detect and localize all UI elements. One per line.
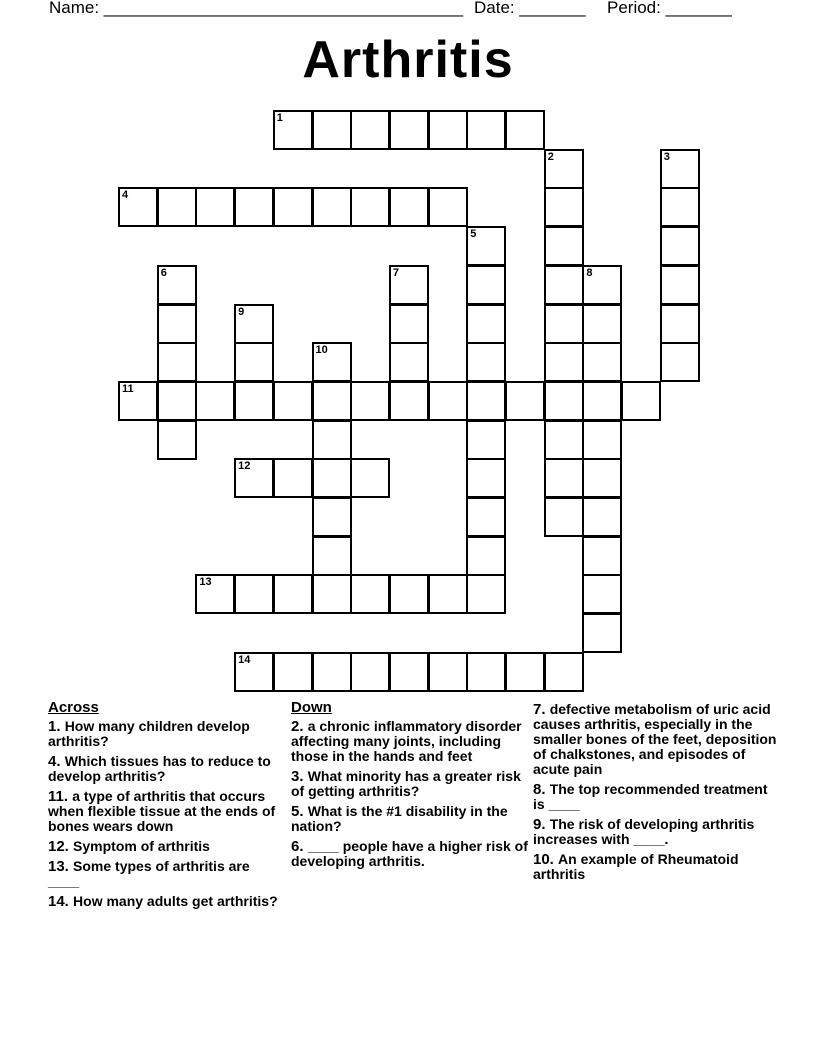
grid-cell[interactable] xyxy=(389,574,429,614)
grid-cell[interactable] xyxy=(582,420,622,460)
clue-item-number: 8. xyxy=(533,781,550,798)
clue-item-number: 5. xyxy=(291,803,308,820)
grid-cell[interactable] xyxy=(389,652,429,692)
clue-item-text: The top recommended treatment is ____ xyxy=(533,781,768,812)
down-clues-continued xyxy=(533,702,778,887)
grid-cell[interactable] xyxy=(312,420,352,460)
grid-cell[interactable] xyxy=(428,652,468,692)
clue-item xyxy=(48,894,283,909)
grid-cell[interactable] xyxy=(389,304,429,344)
grid-cell[interactable] xyxy=(582,574,622,614)
clue-item xyxy=(48,859,283,889)
grid-cell[interactable] xyxy=(157,304,197,344)
clue-item-text: An example of Rheumatoid arthritis xyxy=(533,851,739,882)
down-heading: Down xyxy=(291,699,332,716)
grid-cell[interactable] xyxy=(544,458,584,498)
grid-cell[interactable] xyxy=(466,574,506,614)
clue-number: 14 xyxy=(238,653,251,666)
grid-cell[interactable] xyxy=(582,304,622,344)
grid-cell[interactable] xyxy=(157,342,197,382)
clue-item-text: What minority has a greater risk of getting arthritis? xyxy=(291,768,521,799)
grid-cell[interactable] xyxy=(312,574,352,614)
clue-item xyxy=(291,719,531,764)
grid-cell[interactable] xyxy=(195,574,235,614)
clue-item-text: What is the #1 disability in the nation? xyxy=(291,803,508,834)
grid-cell[interactable] xyxy=(350,574,390,614)
grid-cell[interactable] xyxy=(350,652,390,692)
grid-cell[interactable] xyxy=(350,381,390,421)
grid-cell[interactable] xyxy=(660,342,700,382)
clue-item xyxy=(533,852,778,882)
clue-item-text: a chronic inflammatory disorder affecting many joints, including those in the hands and feet xyxy=(291,718,522,764)
grid-cell[interactable] xyxy=(466,226,506,266)
name-field[interactable]: Name: ______________________________________ xyxy=(49,0,464,17)
grid-cell[interactable] xyxy=(660,187,700,227)
clue-item-text: ____ people have a higher risk of developing arthritis. xyxy=(291,838,528,869)
grid-cell[interactable] xyxy=(544,226,584,266)
grid-cell[interactable] xyxy=(273,652,313,692)
grid-cell[interactable] xyxy=(234,574,274,614)
grid-cell[interactable] xyxy=(118,381,158,421)
clue-item xyxy=(533,782,778,812)
clue-item-number: 14. xyxy=(48,893,74,910)
grid-cell[interactable] xyxy=(428,574,468,614)
grid-cell[interactable] xyxy=(466,652,506,692)
grid-cell[interactable] xyxy=(234,381,274,421)
clue-item-number: 7. xyxy=(533,701,550,718)
clue-item-text: defective metabolism of uric acid causes arthritis, especially in the smaller bones of the feet, deposition of chalkstones, and episodes of acute pain xyxy=(533,701,777,777)
grid-cell[interactable] xyxy=(544,420,584,460)
grid-cell[interactable] xyxy=(505,652,545,692)
grid-cell[interactable] xyxy=(582,342,622,382)
grid-cell[interactable] xyxy=(544,265,584,305)
clue-item-text: Which tissues has to reduce to develop arthritis? xyxy=(48,753,271,784)
clue-item-number: 3. xyxy=(291,768,308,785)
clue-item-number: 9. xyxy=(533,816,550,833)
grid-cell[interactable] xyxy=(428,381,468,421)
grid-cell[interactable] xyxy=(350,110,390,150)
clue-number: 9 xyxy=(238,305,245,318)
clue-number: 12 xyxy=(238,460,251,473)
grid-cell[interactable] xyxy=(157,265,197,305)
grid-cell[interactable] xyxy=(312,342,352,382)
grid-cell[interactable] xyxy=(544,381,584,421)
clue-item-text: a type of arthritis that occurs when flexible tissue at the ends of bones wears down xyxy=(48,788,276,834)
grid-cell[interactable] xyxy=(195,187,235,227)
clue-item xyxy=(48,839,283,854)
clue-item xyxy=(48,719,283,749)
grid-cell[interactable] xyxy=(273,574,313,614)
grid-cell[interactable] xyxy=(466,381,506,421)
grid-cell[interactable] xyxy=(466,265,506,305)
clue-item-number: 11. xyxy=(48,788,73,805)
grid-cell[interactable] xyxy=(582,458,622,498)
grid-cell[interactable] xyxy=(582,497,622,537)
down-clues xyxy=(291,700,531,874)
clue-item xyxy=(533,817,778,847)
grid-cell[interactable] xyxy=(312,110,352,150)
across-clues xyxy=(48,700,283,914)
clue-number: 13 xyxy=(199,576,212,589)
grid-cell[interactable] xyxy=(582,381,622,421)
grid-cell[interactable] xyxy=(157,420,197,460)
grid-cell[interactable] xyxy=(544,652,584,692)
grid-cell[interactable] xyxy=(273,110,313,150)
clue-item-number: 4. xyxy=(48,753,65,770)
grid-cell[interactable] xyxy=(660,265,700,305)
grid-cell[interactable] xyxy=(505,381,545,421)
clue-item xyxy=(533,702,778,777)
grid-cell[interactable] xyxy=(582,536,622,576)
grid-cell[interactable] xyxy=(234,187,274,227)
grid-cell[interactable] xyxy=(466,536,506,576)
clue-item-number: 6. xyxy=(291,838,308,855)
grid-cell[interactable] xyxy=(660,304,700,344)
clue-number: 3 xyxy=(663,150,670,163)
clue-number: 11 xyxy=(122,382,134,395)
grid-cell[interactable] xyxy=(273,458,313,498)
grid-cell[interactable] xyxy=(466,342,506,382)
clue-item-text: How many adults get arthritis? xyxy=(73,893,278,909)
grid-cell[interactable] xyxy=(582,613,622,653)
clue-item-number: 2. xyxy=(291,718,308,735)
date-field[interactable]: Date: _______ xyxy=(474,0,586,17)
grid-cell[interactable] xyxy=(234,458,274,498)
grid-cell[interactable] xyxy=(312,536,352,576)
clue-item-text: Symptom of arthritis xyxy=(73,838,210,854)
clue-number: 4 xyxy=(122,189,129,202)
grid-cell[interactable] xyxy=(312,458,352,498)
grid-cell[interactable] xyxy=(234,652,274,692)
grid-cell[interactable] xyxy=(118,187,158,227)
grid-cell[interactable] xyxy=(350,458,390,498)
grid-cell[interactable] xyxy=(312,381,352,421)
grid-cell[interactable] xyxy=(544,149,584,189)
grid-cell[interactable] xyxy=(544,342,584,382)
grid-cell[interactable] xyxy=(466,458,506,498)
grid-cell[interactable] xyxy=(544,304,584,344)
clue-item xyxy=(48,789,283,834)
clue-item xyxy=(291,804,531,834)
grid-cell[interactable] xyxy=(428,187,468,227)
grid-cell[interactable] xyxy=(466,497,506,537)
grid-cell[interactable] xyxy=(350,187,390,227)
grid-cell[interactable] xyxy=(157,381,197,421)
grid-cell[interactable] xyxy=(544,187,584,227)
page-title: Arthritis xyxy=(302,31,514,89)
clue-item-number: 1. xyxy=(48,718,65,735)
clue-item-number: 13. xyxy=(48,858,74,875)
grid-cell[interactable] xyxy=(389,187,429,227)
grid-cell[interactable] xyxy=(466,304,506,344)
clue-number: 7 xyxy=(392,266,400,279)
grid-cell[interactable] xyxy=(312,652,352,692)
grid-cell[interactable] xyxy=(544,497,584,537)
grid-cell[interactable] xyxy=(389,381,429,421)
grid-cell[interactable] xyxy=(660,149,700,189)
grid-cell[interactable] xyxy=(273,381,313,421)
across-heading: Across xyxy=(48,699,99,716)
clue-item xyxy=(291,769,531,799)
clue-item-text: How many children develop arthritis? xyxy=(48,718,250,749)
grid-cell[interactable] xyxy=(389,342,429,382)
grid-cell[interactable] xyxy=(312,187,352,227)
clue-number: 8 xyxy=(586,266,593,279)
grid-cell[interactable] xyxy=(157,187,197,227)
grid-cell[interactable] xyxy=(273,187,313,227)
grid-cell[interactable] xyxy=(234,304,274,344)
grid-cell[interactable] xyxy=(466,420,506,460)
grid-cell[interactable] xyxy=(428,110,468,150)
grid-cell[interactable] xyxy=(621,381,661,421)
clue-item xyxy=(48,754,283,784)
grid-cell[interactable] xyxy=(195,381,235,421)
grid-cell[interactable] xyxy=(234,342,274,382)
clue-number: 1 xyxy=(276,112,283,124)
clue-item-number: 12. xyxy=(48,838,74,855)
clue-number: 6 xyxy=(160,266,167,279)
grid-cell[interactable] xyxy=(389,265,429,305)
grid-cell[interactable] xyxy=(505,110,545,150)
clue-number: 2 xyxy=(547,150,554,163)
clue-item-number: 10. xyxy=(533,851,559,868)
clue-item xyxy=(291,839,531,869)
clue-number: 10 xyxy=(315,344,328,357)
period-field[interactable]: Period: _______ xyxy=(607,0,732,17)
clue-number: 5 xyxy=(470,228,477,241)
grid-cell[interactable] xyxy=(389,110,429,150)
grid-cell[interactable] xyxy=(660,226,700,266)
grid-cell[interactable] xyxy=(582,265,622,305)
grid-cell[interactable] xyxy=(312,497,352,537)
grid-cell[interactable] xyxy=(466,110,506,150)
clue-item-text: Some types of arthritis are ____ xyxy=(48,858,250,889)
clue-item-text: The risk of developing arthritis increases with ____. xyxy=(533,816,755,847)
